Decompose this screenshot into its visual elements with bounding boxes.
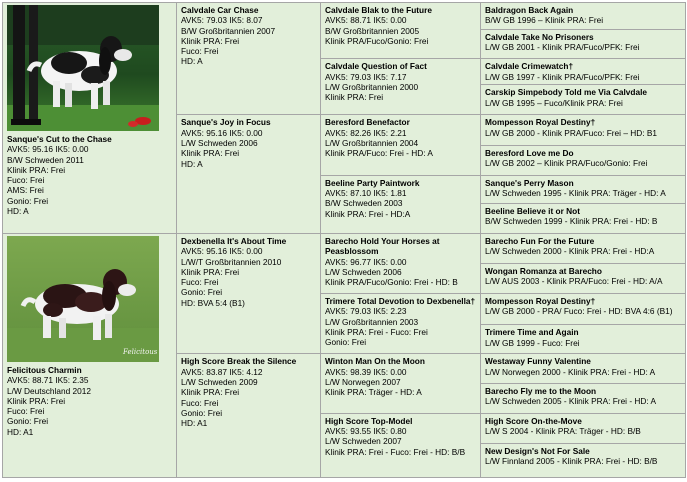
- ggp-cell-5: [321, 233, 481, 293]
- dog-detail-line: L/W GB 1999 - Fuco: Frei: [485, 337, 580, 348]
- dog-name: High Score Break the Silence: [181, 356, 297, 367]
- dog-name: Calvdale Crimewatch†: [485, 61, 574, 72]
- dog-detail-line: HD: A: [181, 158, 203, 169]
- dog-detail-line: Klinik PRA: Frei - Fuco: Frei - HD: B/B: [325, 446, 466, 457]
- dog-name: Calvdale Take No Prisoners: [485, 32, 594, 43]
- dog-detail-line: L/W GB 2000 - PRA/ Fuco: Frei - HD: BVA 4:6 (B1): [485, 306, 673, 317]
- dog-detail-line: L/W Finnland 2005 - Klinik PRA: Frei - HD: B/B: [485, 456, 658, 467]
- dog-detail-line: Fuco: Frei: [7, 175, 45, 186]
- dog-photo-2-image: [7, 236, 159, 362]
- dog-detail-line: Klinik PRA/Fuco/Gonio: Frei: [325, 35, 429, 46]
- dog-detail-line: Fuco: Frei: [181, 46, 219, 57]
- dog-name: High Score Top-Model: [325, 415, 413, 426]
- dog-detail-line: Fuco: Frei: [7, 406, 45, 417]
- dog-name: Beresford Benefactor: [325, 117, 410, 128]
- dog-name: Dexbenella It's About Time: [181, 235, 287, 246]
- dog-detail-line: HD: A1: [7, 426, 34, 437]
- dog-detail-line: AVK5: 98.39 IK5: 0.00: [325, 366, 407, 377]
- dog-name: Westaway Funny Valentine: [485, 356, 591, 367]
- dog-detail-line: Klinik PRA: Frei: [181, 266, 240, 277]
- dog-name: New Design's Not For Sale: [485, 445, 590, 456]
- gggp-cell-16: [481, 443, 686, 477]
- dog-detail-line: Gonio: Frei: [7, 195, 49, 206]
- dog-detail-line: Klinik PRA/Fuco/Gonio: Frei - HD: B: [325, 277, 458, 288]
- dog-detail-line: Gonio: Frei: [7, 416, 49, 427]
- dog-detail-line: L/W Norwegen 2007: [325, 377, 401, 388]
- dog-detail-line: L/W Schweden 2006: [181, 138, 258, 149]
- dog-detail-line: L/W Norwegen 2000 - Klinik PRA: Frei - HD: A: [485, 366, 656, 377]
- gggp-cell-10: [481, 264, 686, 294]
- grandparent-cell-4: [177, 354, 321, 478]
- grandparent-cell-2: [177, 115, 321, 233]
- ggp-cell-7: [321, 354, 481, 413]
- dog-detail-line: HD: A1: [181, 418, 208, 429]
- dog-detail-line: Gonio: Frei: [325, 337, 367, 348]
- dog-name: Beresford Love me Do: [485, 147, 574, 158]
- dog-detail-line: Klinik PRA/Fuco: Frei - HD: A: [325, 148, 433, 159]
- dog-name: High Score On-the-Move: [485, 415, 582, 426]
- dog-detail-line: Fuco: Frei: [181, 277, 219, 288]
- dog-name: Calvdale Car Chase: [181, 5, 259, 15]
- dog-name: Sanque's Cut to the Chase: [7, 134, 112, 144]
- gggp-cell-8: [481, 203, 686, 233]
- dog-detail-line: Gonio: Frei: [181, 407, 223, 418]
- dog-detail-line: Klinik PRA: Träger - HD: A: [325, 387, 422, 398]
- pedigree-table: [2, 2, 686, 478]
- dog-detail-line: HD: BVA 5:4 (B1): [181, 297, 245, 308]
- dog-detail-line: Klinik PRA: Frei - Fuco: Frei: [325, 327, 428, 338]
- dog-name: Barecho Fly me to the Moon: [485, 385, 597, 396]
- dog-detail-line: HD: A: [181, 56, 203, 67]
- parent-cell-2: [3, 233, 177, 477]
- dog-detail-line: AVK5: 95.16 IK5: 0.00: [7, 144, 89, 155]
- dog-detail-line: AVK5: 79.03 IK5: 8.07: [181, 15, 263, 26]
- gggp-cell-2: [481, 30, 686, 59]
- dog-detail-line: L/W S 2004 - Klinik PRA: Träger - HD: B/B: [485, 425, 641, 436]
- dog-photo-1-image: [7, 5, 159, 131]
- dog-detail-line: L/W Großbritannien 2000: [325, 81, 419, 92]
- gggp-cell-11: [481, 294, 686, 325]
- dog-name: Mompesson Royal Destiny†: [485, 117, 596, 128]
- ggp-cell-8: [321, 413, 481, 477]
- gggp-cell-5: [481, 115, 686, 145]
- dog-detail-line: AVK5: 93.55 IK5: 0.80: [325, 425, 407, 436]
- dog-detail-line: L/W Deutschland 2012: [7, 385, 91, 396]
- gggp-cell-12: [481, 325, 686, 354]
- ggp-cell-2: [321, 59, 481, 115]
- dog-detail-line: Klinik PRA: Frei: [7, 395, 66, 406]
- dog-name: Trimere Total Devotion to Dexbenella†: [325, 296, 476, 307]
- dog-name: Barecho Fun For the Future: [485, 235, 595, 246]
- dog-detail-line: AVK5: 79.03 IK5: 2.23: [325, 306, 407, 317]
- dog-detail-line: B/W Schweden 2003: [325, 198, 403, 209]
- dog-photo-1: [7, 5, 159, 131]
- dog-detail-line: Klinik PRA: Frei: [181, 35, 240, 46]
- gggp-cell-7: [481, 175, 686, 203]
- dog-detail-line: AVK5: 87.10 IK5: 1.81: [325, 188, 407, 198]
- gggp-cell-3: [481, 59, 686, 85]
- gggp-cell-14: [481, 383, 686, 413]
- dog-detail-line: L/W AUS 2003 - Klinik PRA/Fuco: Frei - HD: A/A: [485, 276, 663, 287]
- dog-name: Beeline Believe it or Not: [485, 205, 580, 216]
- dog-detail-line: AVK5: 95.16 IK5: 0.00: [181, 127, 263, 138]
- dog-detail-line: L/W Schweden 2005 - Klinik PRA: Frei - HD: A: [485, 395, 657, 406]
- dog-name: Carskip Simpebody Told me Via Calvdale: [485, 87, 647, 98]
- dog-detail-line: B/W Schweden 1999 - Klinik PRA: Frei - HD: B: [485, 216, 658, 227]
- dog-detail-line: L/W GB 2000 - Klinik PRA/Fuco: Frei – HD: B1: [485, 127, 657, 138]
- dog-detail-line: L/W Großbritannien 2004: [325, 138, 419, 149]
- dog-name: Winton Man On the Moon: [325, 356, 425, 367]
- dog-detail-line: AVK5: 88.71 IK5: 2.35: [7, 375, 89, 386]
- dog-detail-line: L/W GB 1995 – Fuco/Klinik PRA: Frei: [485, 97, 623, 108]
- dog-detail-line: L/W Schweden 2006: [325, 266, 402, 277]
- grandparent-cell-1: [177, 3, 321, 115]
- gggp-cell-9: [481, 233, 686, 263]
- dog-name: Calvdale Blak to the Future: [325, 5, 432, 15]
- gggp-cell-13: [481, 354, 686, 383]
- dog-detail-line: HD: A: [7, 206, 29, 217]
- dog-name: Mompesson Royal Destiny†: [485, 296, 596, 307]
- ggp-cell-4: [321, 175, 481, 233]
- dog-detail-line: AVK5: 83.87 IK5: 4.12: [181, 366, 263, 377]
- gggp-cell-1: [481, 3, 686, 30]
- dog-detail-line: L/W Großbritannien 2003: [325, 316, 419, 327]
- dog-detail-line: AVK5: 95.16 IK5: 0.00: [181, 246, 263, 257]
- dog-detail-line: Fuco: Frei: [181, 397, 219, 408]
- dog-detail-line: L/W GB 2002 – Klinik PRA/Fuco/Gonio: Frei: [485, 157, 648, 168]
- dog-name: Barecho Hold Your Horses at Peasblossom: [325, 235, 440, 257]
- gggp-cell-6: [481, 145, 686, 175]
- grandparent-cell-3: [177, 233, 321, 353]
- dog-detail-line: L/W/T Großbritannien 2010: [181, 256, 282, 267]
- dog-detail-line: AVK5: 96.77 IK5: 0.00: [325, 256, 407, 267]
- ggp-cell-6: [321, 294, 481, 354]
- dog-name: Beeline Party Paintwork: [325, 177, 420, 188]
- dog-name: Baldragon Back Again: [485, 5, 574, 15]
- dog-detail-line: L/W Schweden 1995 - Klinik PRA: Träger - HD: A: [485, 188, 666, 198]
- dog-detail-line: B/W Schweden 2011: [7, 154, 84, 165]
- dog-name: Felicitous Charmin: [7, 364, 82, 375]
- dog-detail-line: B/W Großbritannien 2005: [325, 25, 420, 36]
- dog-detail-line: B/W Großbritannien 2007: [181, 25, 276, 36]
- photo-signature: Felicitous: [123, 347, 158, 356]
- dog-name: Sanque's Perry Mason: [485, 177, 574, 188]
- dog-detail-line: AVK5: 88.71 IK5: 0.00: [325, 15, 407, 26]
- dog-detail-line: L/W Schweden 2009: [181, 377, 258, 388]
- gggp-cell-4: [481, 85, 686, 115]
- ggp-cell-3: [321, 115, 481, 175]
- dog-detail-line: AVK5: 82.26 IK5: 2.21: [325, 127, 407, 138]
- parent-cell-1: [3, 3, 177, 234]
- dog-detail-line: Klinik PRA: Frei: [7, 164, 66, 175]
- dog-detail-line: Gonio: Frei: [181, 287, 223, 298]
- dog-name: Trimere Time and Again: [485, 327, 579, 338]
- dog-detail-line: Klinik PRA: Frei: [181, 148, 240, 159]
- dog-detail-line: AMS: Frei: [7, 185, 44, 196]
- dog-detail-line: Klinik PRA: Frei - HD:A: [325, 208, 411, 219]
- dog-detail-line: B/W GB 1996 – Klinik PRA: Frei: [485, 15, 604, 26]
- dog-detail-line: L/W GB 1997 - Klinik PRA/Fuco/PFK: Frei: [485, 71, 640, 82]
- dog-detail-line: Klinik PRA: Frei: [181, 387, 240, 398]
- dog-name: Calvdale Question of Fact: [325, 61, 427, 72]
- dog-detail-line: L/W Schweden 2007: [325, 436, 402, 447]
- dog-photo-2: [7, 236, 159, 362]
- dog-detail-line: L/W GB 2001 - Klinik PRA/Fuco/PFK: Frei: [485, 42, 640, 53]
- dog-detail-line: AVK5: 79.03 IK5: 7.17: [325, 71, 407, 82]
- dog-detail-line: L/W Schweden 2000 - Klinik PRA: Frei - HD:A: [485, 246, 655, 257]
- dog-name: Sanque's Joy in Focus: [181, 117, 271, 128]
- dog-detail-line: Klinik PRA: Frei: [325, 92, 384, 103]
- gggp-cell-15: [481, 413, 686, 443]
- ggp-cell-1: [321, 3, 481, 59]
- dog-name: Wongan Romanza at Barecho: [485, 266, 602, 277]
